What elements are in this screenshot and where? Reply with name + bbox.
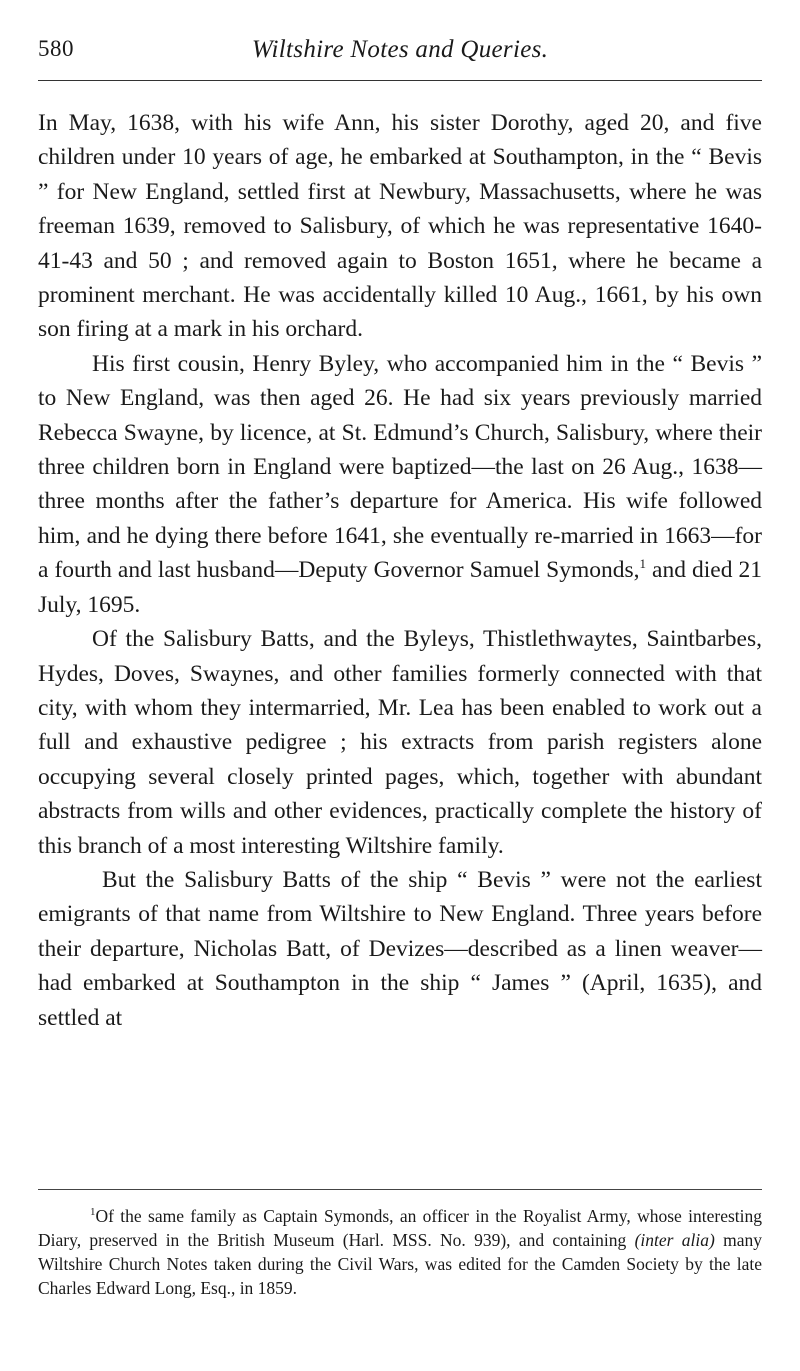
- footnote-rule: [38, 1189, 762, 1190]
- paragraph-4: But the Salisbury Batts of the ship “ Bevis ” were not the earliest emigrants of that name from Wiltshire to New England. Three years before their departure, Nicholas Batt, of Devizes—described as a linen weaver—had embarked at Southampton in the ship “ James ” (April, 1635), and settled at: [38, 866, 762, 1031]
- footnote-reference: 1: [639, 556, 647, 572]
- paragraph-1: In May, 1638, with his wife Ann, his sister Dorothy, aged 20, and five children under 10 years of age, he embarked at Southampton, in the “ Bevis ” for New England, settled first at Newbury, Massachusetts, where he was freeman 1639, removed to Salisbury, of which he was representative 1640-41-43 and 50 ; and removed again to Boston 1651, where he became a prominent merchant. He was accidentally killed 10 Aug., 1661, by his own son firing at a mark in his orchard.: [38, 110, 762, 343]
- paragraph-2-end: and died 21 July, 1695.: [38, 557, 763, 618]
- running-title: Wiltshire Notes and Queries.: [251, 36, 549, 63]
- page-number: 580: [38, 36, 74, 61]
- footnote-italic: (inter alia): [634, 1230, 715, 1250]
- footnote-text-after: many Wiltshire Church Notes taken during the Civil Wars, was edited for the Camden Society by the late Charles Edward Long, Esq., in 1859.: [38, 1230, 762, 1298]
- paragraph-3: Of the Salisbury Batts, and the Byleys, Thistlethwaytes, Saintbarbes, Hydes, Doves, Swaynes, and other families formerly connected with that city, with whom they intermarried, Mr. Lea has been enabled to work out a full and exhaustive pedigree ; his extracts from parish registers alone occupying several closely printed pages, which, together with abundant abstracts from wills and other evidences, practically complete the history of this branch of a most interesting Wiltshire family.: [38, 626, 762, 859]
- paragraph-2-text: His first cousin, Henry Byley, who accompanied him in the “ Bevis ” to New England, was then aged 26. He had six years previously married Rebecca Swayne, by licence, at St. Edmund’s Church, Salisbury, where their three children born in England were baptized—the last on 26 Aug., 1638—three months after the father’s departure for America. His wife followed him, and he dying there before 1641, she eventually re-married in 1663—for a fourth and last husband—Deputy Governor Samuel Symonds,: [38, 350, 762, 584]
- paragraph-2: [38, 347, 762, 622]
- footnote-marker: 1: [90, 1206, 96, 1218]
- footnote-text-before: Of the same family as Captain Symonds, an officer in the Royalist Army, whose interesting Diary, preserved in the British Museum (Harl. MSS. No. 939), and containing: [38, 1206, 762, 1250]
- header-rule: [38, 80, 762, 81]
- body-text: [38, 106, 762, 1035]
- footnote: [38, 1204, 762, 1300]
- page-header: [38, 36, 762, 70]
